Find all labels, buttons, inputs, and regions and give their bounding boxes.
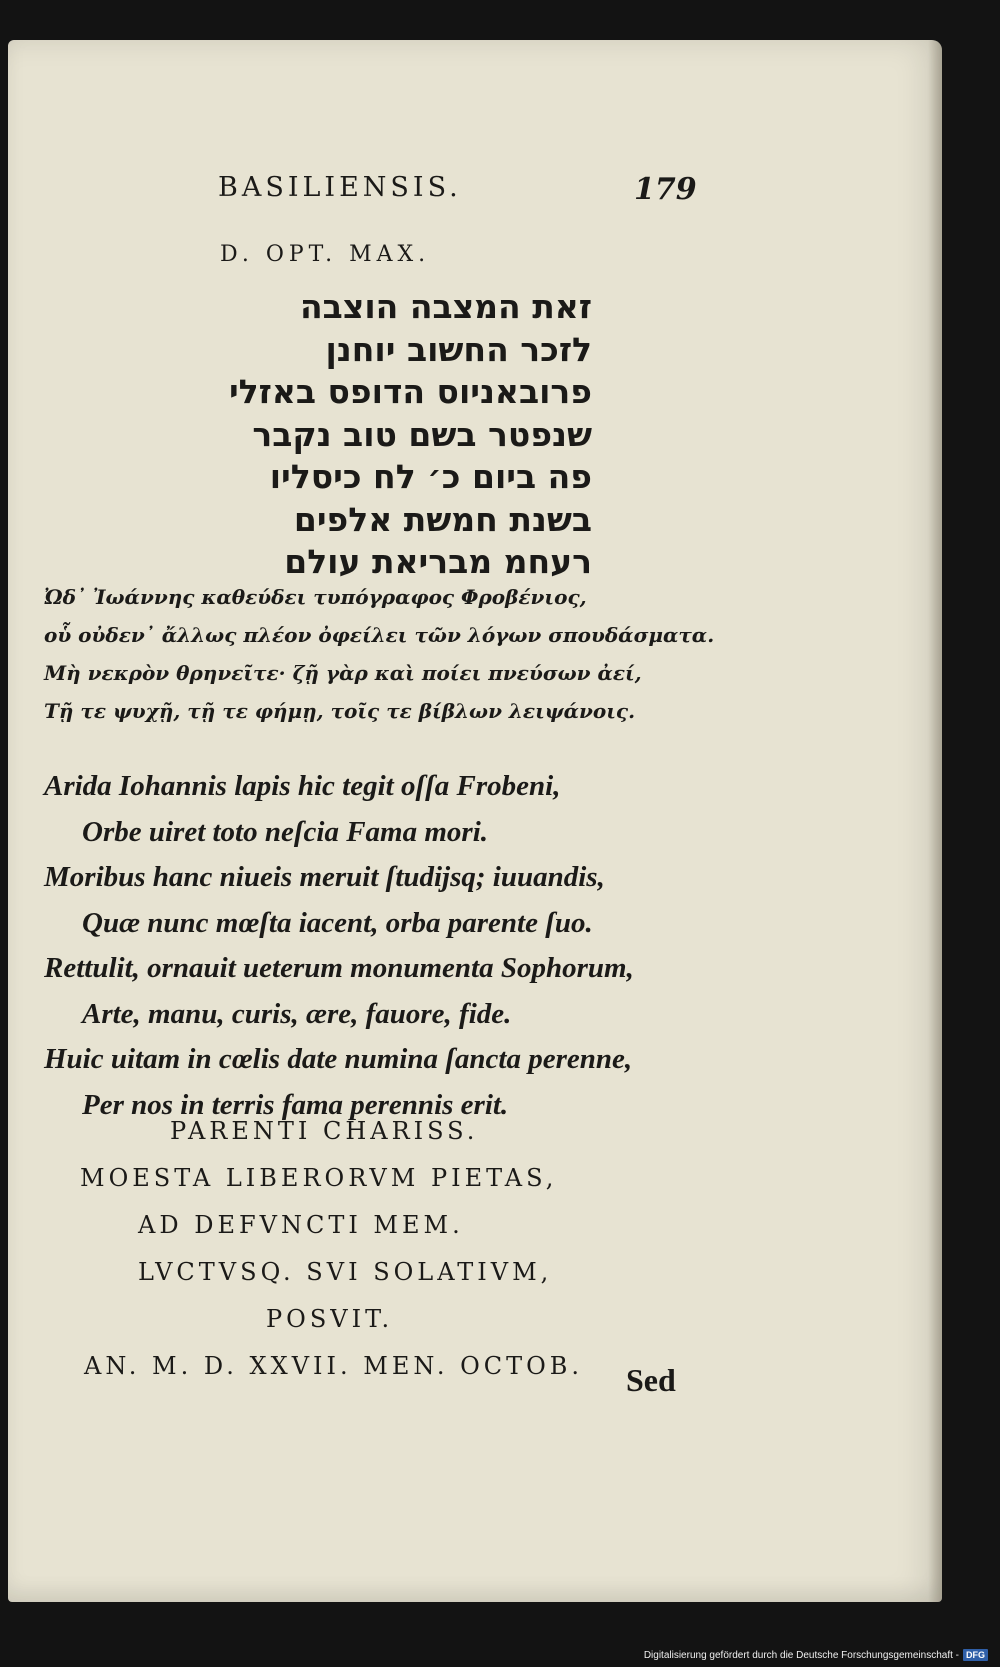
greek-line: Τῇ τε ψυχῇ, τῇ τε φήμῃ, τοῖς τε βίβλων λειψάνοις. — [44, 699, 636, 723]
latin-line: Arte, manu, curis, ære, fauore, fide. — [82, 997, 512, 1030]
hebrew-line: פה ביום כ׳ לח כיסליו — [269, 457, 592, 496]
latin-line: Rettulit, ornauit ueterum monumenta Sophorum, — [44, 952, 634, 984]
latin-line: Orbe uiret toto neſcia Fama mori. — [82, 815, 488, 848]
epitaph-line: AN. M. D. XXVII. MEN. OCTOB. — [84, 1352, 584, 1380]
hebrew-inscription — [208, 286, 592, 584]
greek-line: οὗ οὐδεν᾽ ἄλλως πλέον ὀφείλει τῶν λόγων σπουδάσματα. — [44, 623, 715, 647]
latin-line: Huic uitam in cœlis date numina ſancta perenne, — [44, 1043, 633, 1075]
epitaph-line: AD DEFVNCTI MEM. — [138, 1211, 464, 1239]
dedication-line: D. OPT. MAX. — [220, 242, 431, 267]
hebrew-line: רעחמ מבריאת עולם — [284, 542, 592, 581]
epitaph-line: LVCTVSQ. SVI SOLATIVM, — [138, 1258, 553, 1286]
latin-line: Per nos in terris fama perennis erit. — [82, 1088, 509, 1121]
hebrew-line: זאת המצבה הוצבה — [300, 287, 592, 326]
digitization-credit — [644, 1649, 988, 1661]
credit-text: Digitalisierung gefördert durch die Deutsche Forschungsgemeinschaft - — [643, 1649, 959, 1661]
latin-line: Arida Iohannis lapis hic tegit oſſa Frobeni, — [44, 770, 561, 802]
hebrew-line: פרובאניוס הדופס באזלי — [228, 372, 592, 411]
hebrew-line: לזכר החשוב יוחנן — [325, 329, 592, 369]
page-number: 179 — [634, 172, 697, 207]
latin-epigram — [44, 764, 634, 1128]
hebrew-line: שנפטר בשם טוב נקבר — [252, 414, 592, 454]
book-page — [8, 40, 942, 1602]
epitaph-line: POSVIT. — [266, 1305, 394, 1333]
epitaph-line: PARENTI CHARISS. — [170, 1117, 479, 1145]
epitaph-line: MOESTA LIBERORVM PIETAS, — [80, 1164, 558, 1192]
latin-line: Moribus hanc niueis meruit ſtudijsq; iuuandis, — [44, 861, 605, 893]
running-head: BASILIENSIS. — [218, 172, 462, 203]
greek-epigram — [44, 578, 714, 730]
catchword: Sed — [626, 1362, 676, 1398]
epitaph-block — [8, 1108, 708, 1390]
greek-line: Ὠδ᾽ Ἰωάννης καθεύδει τυπόγραφος Φροβένιος, — [44, 585, 587, 609]
hebrew-line: בשנת חמשת אלפים — [293, 499, 592, 539]
dfg-logo: DFG — [963, 1649, 988, 1661]
greek-line: Μὴ νεκρὸν θρηνεῖτε· ζῇ γὰρ καὶ ποίει πνεύσων ἀεί, — [44, 661, 642, 685]
latin-line: Quæ nunc mœſta iacent, orba parente ſuo. — [82, 906, 593, 939]
